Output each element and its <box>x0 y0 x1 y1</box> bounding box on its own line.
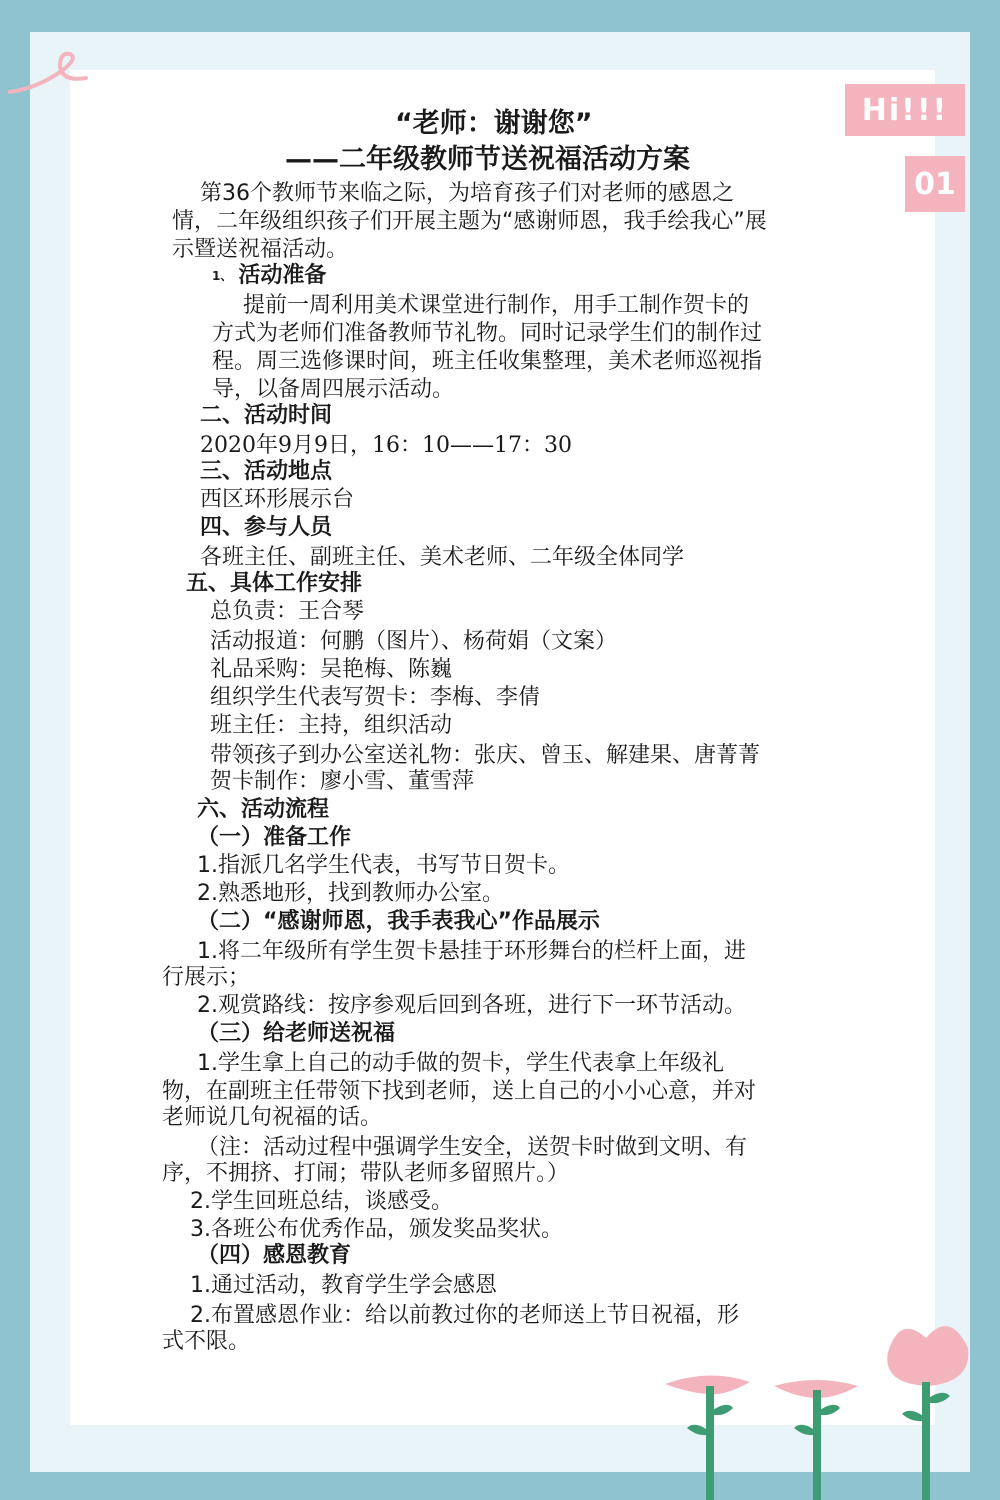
process-line: 2.观赏路线：按序参观后回到各班，进行下一环节活动。 <box>197 993 746 1018</box>
section-number: 1、 <box>212 269 233 283</box>
process-line: 1.学生拿上自己的动手做的贺卡，学生代表拿上年级礼 <box>197 1051 724 1076</box>
note-line: 序，不拥挤、打闹；带队老师多留照片。） <box>162 1161 570 1186</box>
note-line: （注：活动过程中强调学生安全，送贺卡时做到文明、有 <box>197 1135 748 1160</box>
section-heading <box>212 262 326 290</box>
paragraph-line: 方式为老师们准备教师节礼物。同时记录学生们的制作过 <box>212 321 763 346</box>
process-line: 2.布置感恩作业：给以前教过你的老师送上节日祝福，形 <box>190 1303 739 1328</box>
event-location: 西区环形展示台 <box>200 487 355 512</box>
process-line: 老师说几句祝福的话。 <box>162 1105 383 1130</box>
subsection-heading: （四）感恩教育 <box>197 1243 352 1268</box>
ribbon-swirl-icon <box>8 48 98 108</box>
section-heading: 二、活动时间 <box>200 403 333 428</box>
section-heading: 三、活动地点 <box>200 459 333 484</box>
assignment-item: 贺卡制作：廖小雪、董雪萍 <box>210 769 475 794</box>
section-heading-text: 活动准备 <box>238 263 327 288</box>
assignment-item: 班主任：主持，组织活动 <box>210 713 453 738</box>
assignment-item: 活动报道：何鹏（图片）、杨荷娟（文案） <box>210 629 618 654</box>
process-line: 1.指派几名学生代表，书写节日贺卡。 <box>197 853 570 878</box>
process-line: 1.将二年级所有学生贺卡悬挂于环形舞台的栏杆上面，进 <box>197 939 746 964</box>
paragraph-line: 提前一周利用美术课堂进行制作，用手工制作贺卡的 <box>243 293 750 318</box>
process-line: 2.熟悉地形，找到教师办公室。 <box>197 881 504 906</box>
section-heading: 五、具体工作安排 <box>186 571 363 596</box>
process-line: 1.通过活动，教育学生学会感恩 <box>190 1273 497 1298</box>
process-line: 2.学生回班总结，谈感受。 <box>190 1189 453 1214</box>
number-tab: 01 <box>905 156 965 212</box>
section-heading: 六、活动流程 <box>197 797 330 822</box>
process-line: 3.各班公布优秀作品，颁发奖品奖状。 <box>190 1217 563 1242</box>
paragraph-line: 导，以备周四展示活动。 <box>212 377 455 402</box>
paragraph-line: 程。周三选修课时间，班主任收集整理，美术老师巡视指 <box>212 349 763 374</box>
intro-line: 情，二年级组织孩子们开展主题为“感谢师恩，我手绘我心”展 <box>172 209 767 234</box>
flower-icon <box>772 1376 862 1500</box>
page-subtitle: ——二年级教师节送祝福活动方案 <box>285 144 690 175</box>
section-heading: 四、参与人员 <box>200 515 333 540</box>
process-line: 行展示； <box>162 965 251 990</box>
event-time: 2020年9月9日，16：10——17：30 <box>200 433 572 458</box>
assignment-item: 总负责：王合琴 <box>210 599 365 624</box>
subsection-heading: （二）“感谢师恩，我手表我心”作品展示 <box>197 909 600 934</box>
intro-line: 示暨送祝福活动。 <box>172 237 349 262</box>
assignment-item: 组织学生代表写贺卡：李梅、李倩 <box>210 685 541 710</box>
assignment-item: 礼品采购：吴艳梅、陈巍 <box>210 657 453 682</box>
tulip-icon <box>880 1318 975 1500</box>
subsection-heading: （三）给老师送祝福 <box>197 1021 396 1046</box>
subsection-heading: （一）准备工作 <box>197 825 352 850</box>
intro-line: 第36个教师节来临之际，为培育孩子们对老师的感恩之 <box>200 181 734 206</box>
flower-icon <box>665 1372 755 1500</box>
assignment-item: 带领孩子到办公室送礼物：张庆、曾玉、解建果、唐菁菁 <box>210 743 761 768</box>
hi-tab: Hi!!! <box>845 84 965 136</box>
process-line: 物，在副班主任带领下找到老师，送上自己的小小心意，并对 <box>162 1079 757 1104</box>
page-title: “老师：谢谢您” <box>395 108 593 139</box>
process-line: 式不限。 <box>162 1329 251 1354</box>
participants: 各班主任、副班主任、美术老师、二年级全体同学 <box>200 545 685 570</box>
